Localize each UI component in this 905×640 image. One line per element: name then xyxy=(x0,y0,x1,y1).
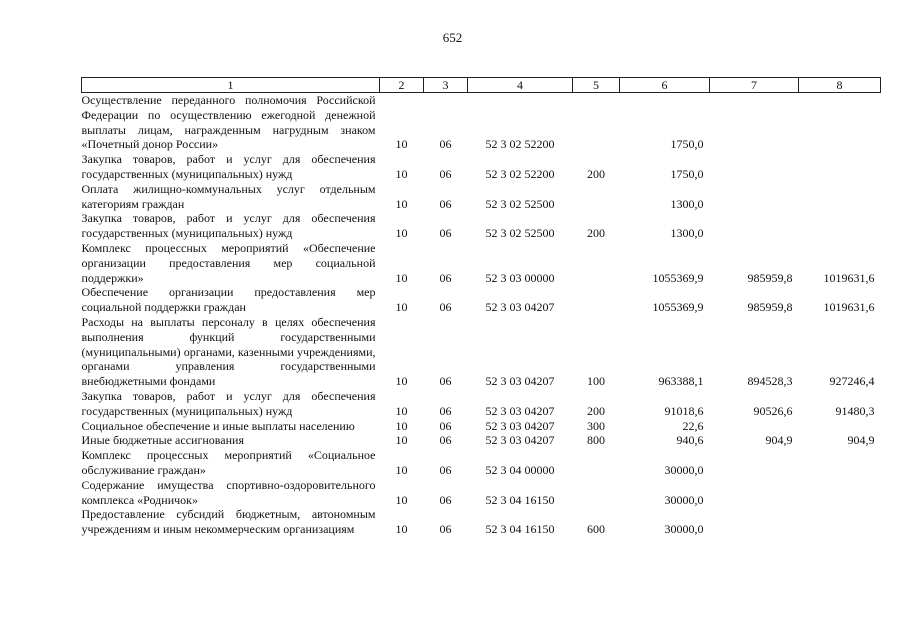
row-amount-year3 xyxy=(799,211,881,241)
row-name: Закупка товаров, работ и услуг для обеспечения государственных (муниципальных) нужд xyxy=(81,388,376,418)
column-header: 6 xyxy=(620,78,710,93)
page-number: 652 xyxy=(442,30,463,45)
row-amount-year3 xyxy=(799,93,881,153)
row-name: Содержание имущества спортивно-оздоровительного комплекса «Родничок» xyxy=(81,477,376,507)
row-article: 52 3 04 00000 xyxy=(485,462,555,477)
row-section: 10 xyxy=(395,403,408,418)
row-amount-year1: 940,6 xyxy=(676,433,704,448)
row-subsection: 06 xyxy=(439,196,452,211)
row-name: Социальное обеспечение и иные выплаты населению xyxy=(81,418,355,433)
row-amount-year2: 894528,3 xyxy=(747,374,793,389)
column-header: 1 xyxy=(82,78,380,93)
column-header: 5 xyxy=(573,78,620,93)
row-name: Закупка товаров, работ и услуг для обеспечения государственных (муниципальных) нужд xyxy=(81,211,376,241)
table-row xyxy=(82,478,881,508)
row-amount-year2 xyxy=(710,211,799,241)
row-amount-year1: 1750,0 xyxy=(670,137,704,152)
row-name: Иные бюджетные ассигнования xyxy=(81,433,244,448)
row-section: 10 xyxy=(395,137,408,152)
row-section: 10 xyxy=(395,492,408,507)
row-subsection: 06 xyxy=(439,492,452,507)
row-expense-type: 100 xyxy=(587,374,605,389)
row-amount-year3 xyxy=(799,152,881,182)
table-row xyxy=(82,152,881,182)
row-amount-year2 xyxy=(710,448,799,478)
row-article: 52 3 02 52200 xyxy=(485,137,555,152)
table-row xyxy=(82,315,881,389)
row-subsection: 06 xyxy=(439,433,452,448)
row-name: Расходы на выплаты персоналу в целях обеспечения выполнения функций государственными (муниципальными) органами, казенными учреждениями, органами управления государственными внебюджетными фондами xyxy=(81,314,376,389)
table-row xyxy=(82,182,881,212)
row-amount-year2 xyxy=(710,478,799,508)
row-section: 10 xyxy=(395,270,408,285)
row-article: 52 3 03 00000 xyxy=(485,270,555,285)
table-row xyxy=(82,285,881,315)
row-amount-year1: 1055369,9 xyxy=(652,270,704,285)
row-amount-year1: 30000,0 xyxy=(664,462,704,477)
row-amount-year1: 22,6 xyxy=(682,418,704,433)
row-name: Комплекс процессных мероприятий «Обеспечение организации предоставления мер социальной поддержки» xyxy=(81,240,376,285)
row-article: 52 3 03 04207 xyxy=(485,374,555,389)
row-expense-type: 200 xyxy=(587,166,605,181)
row-section: 10 xyxy=(395,522,408,537)
table-row xyxy=(82,507,881,537)
column-header: 7 xyxy=(710,78,799,93)
table-row xyxy=(82,389,881,419)
row-amount-year3 xyxy=(799,507,881,537)
row-amount-year2 xyxy=(710,419,799,434)
row-amount-year2: 985959,8 xyxy=(747,270,793,285)
row-amount-year1: 963388,1 xyxy=(658,374,704,389)
row-article: 52 3 03 04207 xyxy=(485,300,555,315)
row-article: 52 3 02 52500 xyxy=(485,196,555,211)
row-section: 10 xyxy=(395,462,408,477)
row-amount-year2 xyxy=(710,152,799,182)
row-amount-year2: 90526,6 xyxy=(753,403,793,418)
column-header: 4 xyxy=(468,78,573,93)
row-subsection: 06 xyxy=(439,137,452,152)
row-section: 10 xyxy=(395,300,408,315)
table-row xyxy=(82,93,881,153)
row-amount-year3 xyxy=(799,419,881,434)
table-row xyxy=(82,241,881,285)
table-row xyxy=(82,448,881,478)
row-subsection: 06 xyxy=(439,300,452,315)
row-amount-year2 xyxy=(710,182,799,212)
row-amount-year3 xyxy=(799,478,881,508)
row-expense-type xyxy=(573,478,620,508)
column-header: 2 xyxy=(380,78,424,93)
row-amount-year3: 91480,3 xyxy=(835,403,875,418)
row-amount-year1: 91018,6 xyxy=(664,403,704,418)
table-row xyxy=(82,211,881,241)
row-subsection: 06 xyxy=(439,418,452,433)
row-subsection: 06 xyxy=(439,462,452,477)
row-expense-type xyxy=(573,93,620,153)
row-expense-type: 200 xyxy=(587,403,605,418)
row-amount-year3 xyxy=(799,448,881,478)
row-amount-year2 xyxy=(710,93,799,153)
row-subsection: 06 xyxy=(439,270,452,285)
column-header: 3 xyxy=(424,78,468,93)
row-expense-type: 800 xyxy=(587,433,605,448)
row-amount-year2 xyxy=(710,507,799,537)
row-subsection: 06 xyxy=(439,226,452,241)
row-article: 52 3 04 16150 xyxy=(485,522,555,537)
row-name: Комплекс процессных мероприятий «Социальное обслуживание граждан» xyxy=(81,448,376,477)
row-subsection: 06 xyxy=(439,403,452,418)
row-amount-year3: 1019631,6 xyxy=(823,270,875,285)
row-expense-type xyxy=(573,182,620,212)
table-header-row xyxy=(82,78,881,93)
row-article: 52 3 02 52500 xyxy=(485,226,555,241)
row-section: 10 xyxy=(395,418,408,433)
row-section: 10 xyxy=(395,226,408,241)
row-article: 52 3 04 16150 xyxy=(485,492,555,507)
row-article: 52 3 03 04207 xyxy=(485,433,555,448)
row-name: Осуществление переданного полномочия Российской Федерации по осуществлению ежегодной денежной выплаты лицам, награжденным нагрудным знаком «Почетный донор России» xyxy=(81,93,376,152)
budget-table xyxy=(81,77,881,537)
row-article: 52 3 02 52200 xyxy=(485,166,555,181)
row-amount-year3: 927246,4 xyxy=(829,374,875,389)
row-expense-type xyxy=(573,448,620,478)
row-expense-type xyxy=(573,285,620,315)
table-row xyxy=(82,433,881,448)
row-name: Обеспечение организации предоставления мер социальной поддержки граждан xyxy=(81,285,376,315)
row-amount-year3 xyxy=(799,182,881,212)
row-name: Предоставление субсидий бюджетным, автономным учреждениям и иным некоммерческим организациям xyxy=(81,507,376,537)
row-expense-type xyxy=(573,241,620,285)
row-section: 10 xyxy=(395,374,408,389)
table-body xyxy=(82,93,881,537)
row-amount-year3: 1019631,6 xyxy=(823,300,875,315)
row-subsection: 06 xyxy=(439,374,452,389)
table-row xyxy=(82,419,881,434)
row-amount-year1: 1750,0 xyxy=(670,166,704,181)
row-section: 10 xyxy=(395,196,408,211)
row-expense-type: 200 xyxy=(587,226,605,241)
row-amount-year1: 1300,0 xyxy=(670,226,704,241)
row-amount-year3: 904,9 xyxy=(847,433,875,448)
column-header: 8 xyxy=(799,78,881,93)
row-amount-year1: 30000,0 xyxy=(664,522,704,537)
row-section: 10 xyxy=(395,166,408,181)
row-amount-year1: 1055369,9 xyxy=(652,300,704,315)
row-subsection: 06 xyxy=(439,522,452,537)
row-expense-type: 600 xyxy=(587,522,605,537)
row-name: Оплата жилищно-коммунальных услуг отдельным категориям граждан xyxy=(81,181,376,211)
row-article: 52 3 03 04207 xyxy=(485,403,555,418)
row-subsection: 06 xyxy=(439,166,452,181)
row-section: 10 xyxy=(395,433,408,448)
row-amount-year1: 30000,0 xyxy=(664,492,704,507)
row-article: 52 3 03 04207 xyxy=(485,418,555,433)
row-name: Закупка товаров, работ и услуг для обеспечения государственных (муниципальных) нужд xyxy=(81,152,376,181)
row-expense-type: 300 xyxy=(587,418,605,433)
row-amount-year2: 985959,8 xyxy=(747,300,793,315)
row-amount-year1: 1300,0 xyxy=(670,196,704,211)
row-amount-year2: 904,9 xyxy=(765,433,793,448)
